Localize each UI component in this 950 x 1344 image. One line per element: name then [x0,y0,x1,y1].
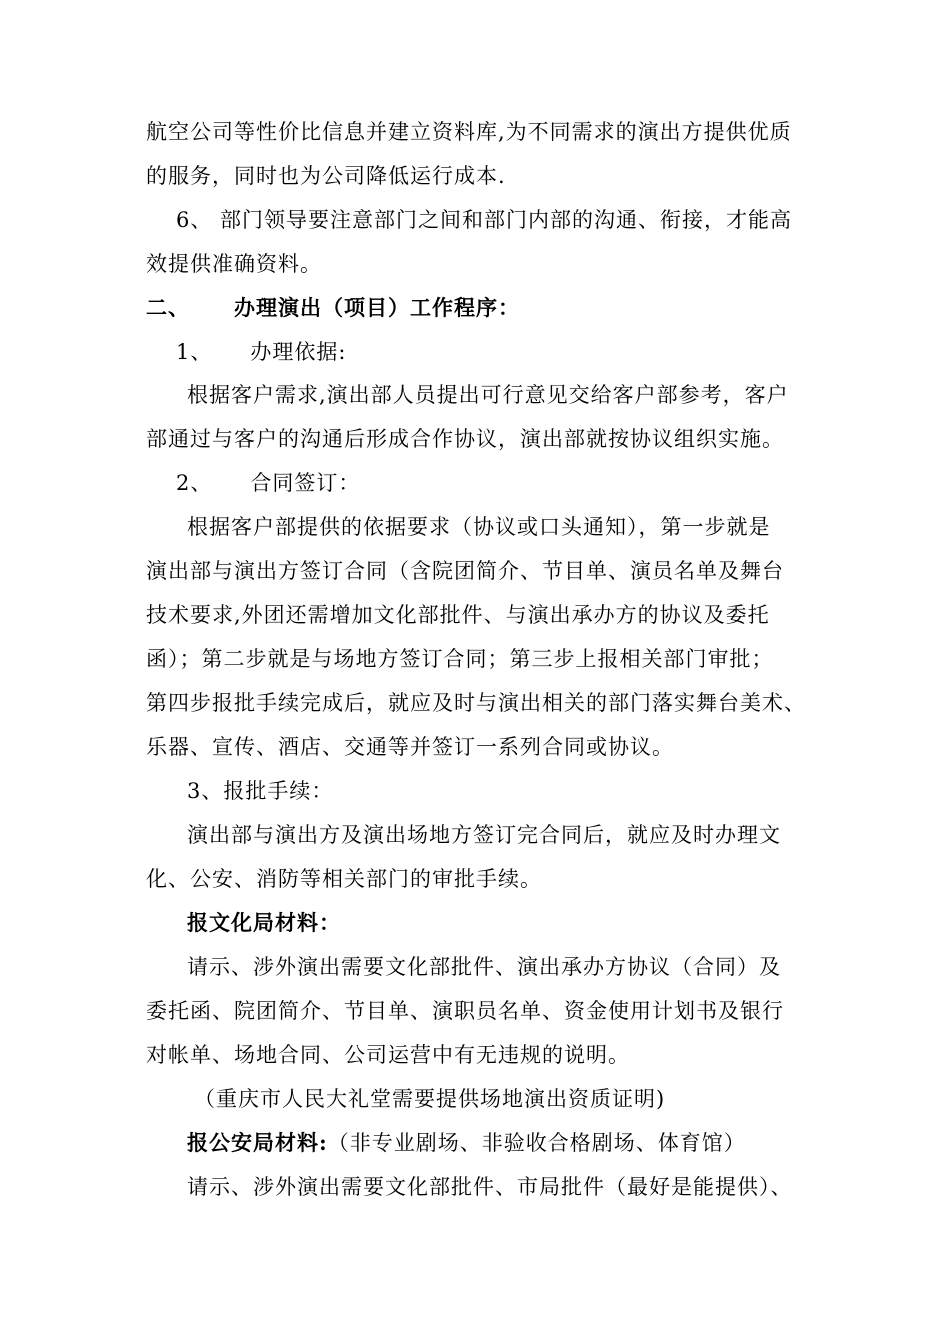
section-heading-2 [146,294,520,322]
paragraph-line: 根据客户需求,演出部人员提出可行意见交给客户部参考，客户 [187,383,789,407]
paragraph-line: 演出部与演出方及演出场地方签订完合同后，就应及时办理文 [187,823,781,847]
paragraph-line: 请示、涉外演出需要文化部批件、演出承办方协议（合同）及 [187,955,781,979]
subsection-number: 1、 [176,340,213,364]
note-line: （重庆市人民大礼堂需要提供场地演出资质证明) [194,1087,666,1111]
subsection-heading-1 [176,338,346,366]
materials-heading-note: （非专业剧场、非验收合格剧场、体育馆） [327,1131,746,1155]
paragraph-line: 航空公司等性价比信息并建立资料库,为不同需求的演出方提供优质 [146,120,792,144]
list-item-6: 6、 部门领导要注意部门之间和部门内部的沟通、衔接，才能高 [176,208,793,232]
subsection-title: 合同签订： [250,471,361,495]
paragraph-line: 第四步报批手续完成后，就应及时与演出相关的部门落实舞台美术、 [146,691,806,715]
section-title: 办理演出（项目）工作程序： [234,295,520,320]
paragraph-line: 委托函、院团简介、节目单、演职员名单、资金使用计划书及银行 [146,999,784,1023]
subsection-title: 办理依据: [250,340,347,364]
paragraph-line: 的服务，同时也为公司降低运行成本. [146,164,506,188]
paragraph-line: 部通过与客户的沟通后形成合作协议，演出部就按协议组织实施。 [146,427,784,451]
paragraph-line: 函）；第二步就是与场地方签订合同；第三步上报相关部门审批； [146,647,774,671]
materials-heading-police [187,1129,746,1157]
subsection-heading-3: 3、报批手续： [187,779,334,803]
materials-heading-label: 报公安局材料: [187,1130,328,1155]
materials-heading-culture: 报文化局材料： [187,910,341,935]
paragraph-line: 乐器、宣传、酒店、交通等并签订一系列合同或协议。 [146,735,674,759]
paragraph-line: 根据客户部提供的依据要求（协议或口头通知），第一步就是 [187,515,771,539]
paragraph-line: 演出部与演出方签订合同（含院团简介、节目单、演员名单及舞台 [146,559,784,583]
paragraph-line: 请示、涉外演出需要文化部批件、市局批件（最好是能提供）、 [187,1175,793,1199]
paragraph-line: 技术要求,外团还需增加文化部批件、与演出承办方的协议及委托 [146,603,770,627]
subsection-number: 2、 [176,471,213,495]
subsection-heading-2 [176,469,360,497]
paragraph-line: 化、公安、消防等相关部门的审批手续。 [146,867,542,891]
paragraph-line: 对帐单、场地合同、公司运营中有无违规的说明。 [146,1043,630,1067]
paragraph-line: 效提供准确资料。 [146,252,322,276]
section-number: 二、 [146,295,190,320]
